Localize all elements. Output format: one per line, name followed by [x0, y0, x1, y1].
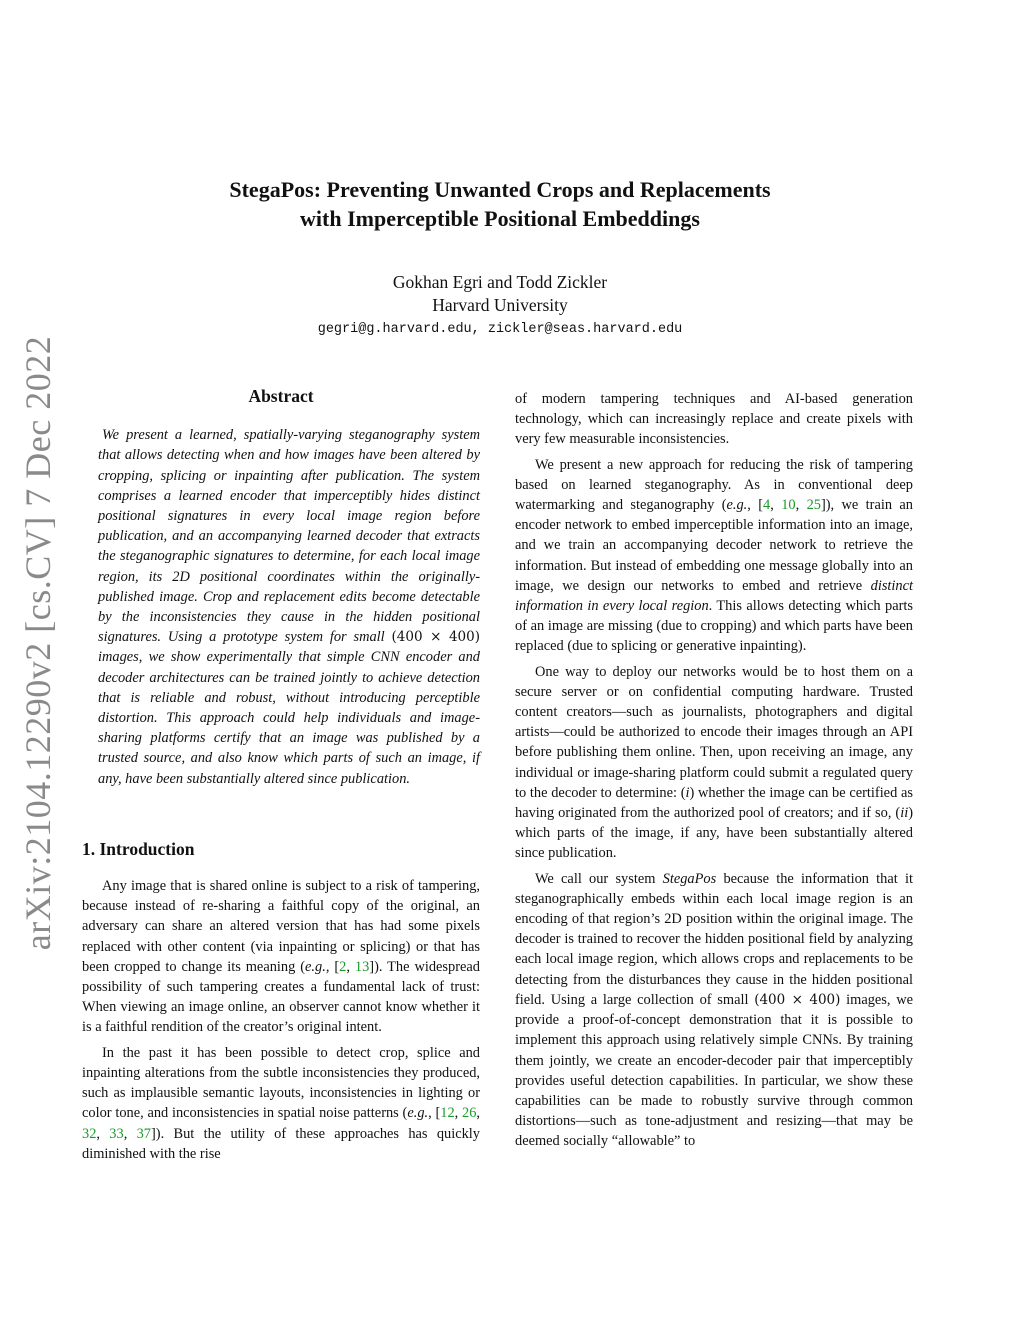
citation-link[interactable]: 32 — [82, 1125, 97, 1142]
arxiv-identifier — [18, 335, 58, 951]
author-emails: gegri@g.harvard.edu, zickler@seas.harvard.edu — [317, 322, 683, 337]
section-heading-introduction: 1. Introduction — [82, 838, 195, 859]
left-column — [82, 386, 480, 1169]
citation-link[interactable]: 25 — [806, 497, 821, 514]
intro-paragraph-5: We call our system StegaPos because the information that it steganographically embeds within each local image region is an encoding of that region’s 2D position within the original image. The decoder is trained to recover the hidden positional field by analyzing each local image region, which allows crops and replacements to be detecting from the disturbances they cause in the hidden positional field. Using a large collection of small (400 × 400) images, we provide a proof-of-concept demonstration that it is possible to implement this approach using relatively simple CNNs. By training them jointly, we create an encoder-decoder pair that imperceptibly provides useful detection capabilities. In particular, we show these capabilities can be made to robustly survive through common distortions—such as tone-adjustment and resizing—that may be deemed socially “allowable” to — [515, 870, 914, 1150]
author-block — [120, 271, 880, 317]
intro-paragraph-continued: of modern tampering techniques and AI-based generation technology, which can increasingly replace and create pixels with very few measurable inconsistencies. — [515, 391, 913, 448]
abstract-heading: Abstract — [248, 386, 314, 406]
citation-link[interactable]: 33 — [109, 1125, 124, 1142]
title-line-2: with Imperceptible Positional Embeddings — [300, 206, 700, 231]
abstract-text: We present a learned, spatially-varying steganography system that allows detecting when and how images have been altered by cropping, splicing or inpainting after publication. The system comprises a learned encoder that imperceptibly hides distinct positional signatures in every local image region before publication, and an accompanying learned decoder that extracts the steganographic signatures to determine, for each local image region, its 2D positional coordinates within the originally-published image. Crop and replacement edits become detectable by the inconsistencies they cause in the hidden positional signatures. Using a prototype system for small (400 × 400) images, we show experimentally that simple CNN encoder and decoder architectures can be trained jointly to achieve detection that is reliable and robust, without introducing perceptible distortion. This approach could help individuals and image-sharing platforms certify that an image was published by a trusted source, and also know which parts of such an image, if any, have been substantially altered since publication. — [98, 427, 480, 787]
citation-link[interactable]: 10 — [781, 497, 796, 514]
title-line-1: StegaPos: Preventing Unwanted Crops and Replacements — [229, 177, 771, 202]
intro-paragraph-1: Any image that is shared online is subject to a risk of tampering, because instead of re-sharing a faithful copy of the original, an adversary can share an altered version that has had some pixels replaced with other content (via inpainting or splicing) or that has been cropped to change its meaning (e.g., [2, 13]). The widespread possibility of such tampering creates a fundamental lack of trust: When viewing an image online, an observer cannot know whether it is a faithful rendition of the creator’s original intent. — [82, 878, 480, 1036]
right-column — [515, 389, 913, 1157]
arxiv-identifier-text: arXiv:2104.12290v2 [cs.CV] 7 Dec 2022 — [18, 335, 58, 951]
paper-title — [120, 175, 880, 233]
abstract — [82, 425, 480, 789]
citation-link[interactable]: 13 — [354, 958, 370, 975]
intro-paragraph-4: One way to deploy our networks would be to host them on a secure server or on confidential computing hardware. Trusted content creators—such as journalists, photographers and digital artists—could be authorized to encode their images through an API before publishing them online. Then, upon receiving an image, any individual or image-sharing platform could submit a regulated query to the decoder to determine: (i) whether the image can be certified as having originated from the authorized pool of creators; and if so, (ii) which parts of the image, if any, have been substantially altered since publication. — [515, 663, 913, 862]
intro-paragraph-3: We present a new approach for reducing the risk of tampering based on learned steganography. As in conventional deep watermarking and steganography (e.g., [4, 10, 25]), we train an encoder network to embed imperceptible information into an image, and we train an accompanying decoder network to retrieve the information. But instead of embedding one message globally into an image, we design our networks to embed and retrieve distinct information in every local region. This allows detecting which parts of an image are missing (due to cropping) and which parts have been replaced (due to splicing or generative inpainting). — [515, 456, 913, 655]
math-size: (400 × 400) — [754, 991, 841, 1008]
math-size: (400 × 400) — [391, 629, 480, 646]
author-names: Gokhan Egri and Todd Zickler — [392, 272, 608, 292]
citation-link[interactable]: 26 — [462, 1105, 477, 1122]
citation-link[interactable]: 2 — [339, 958, 347, 975]
affiliation: Harvard University — [432, 295, 568, 315]
citation-link[interactable]: 37 — [136, 1125, 151, 1142]
citation-link[interactable]: 4 — [763, 497, 771, 514]
citation-link[interactable]: 12 — [440, 1105, 455, 1122]
intro-paragraph-2: In the past it has been possible to detect crop, splice and inpainting alterations from the subtle inconsistencies they produced, such as implausible semantic layouts, inconsistencies in lighting or color tone, and inconsistencies in spatial noise patterns (e.g., [12, 26, 32, 33, 37]). But the utility of these approaches has quickly diminished with the rise — [82, 1044, 480, 1162]
